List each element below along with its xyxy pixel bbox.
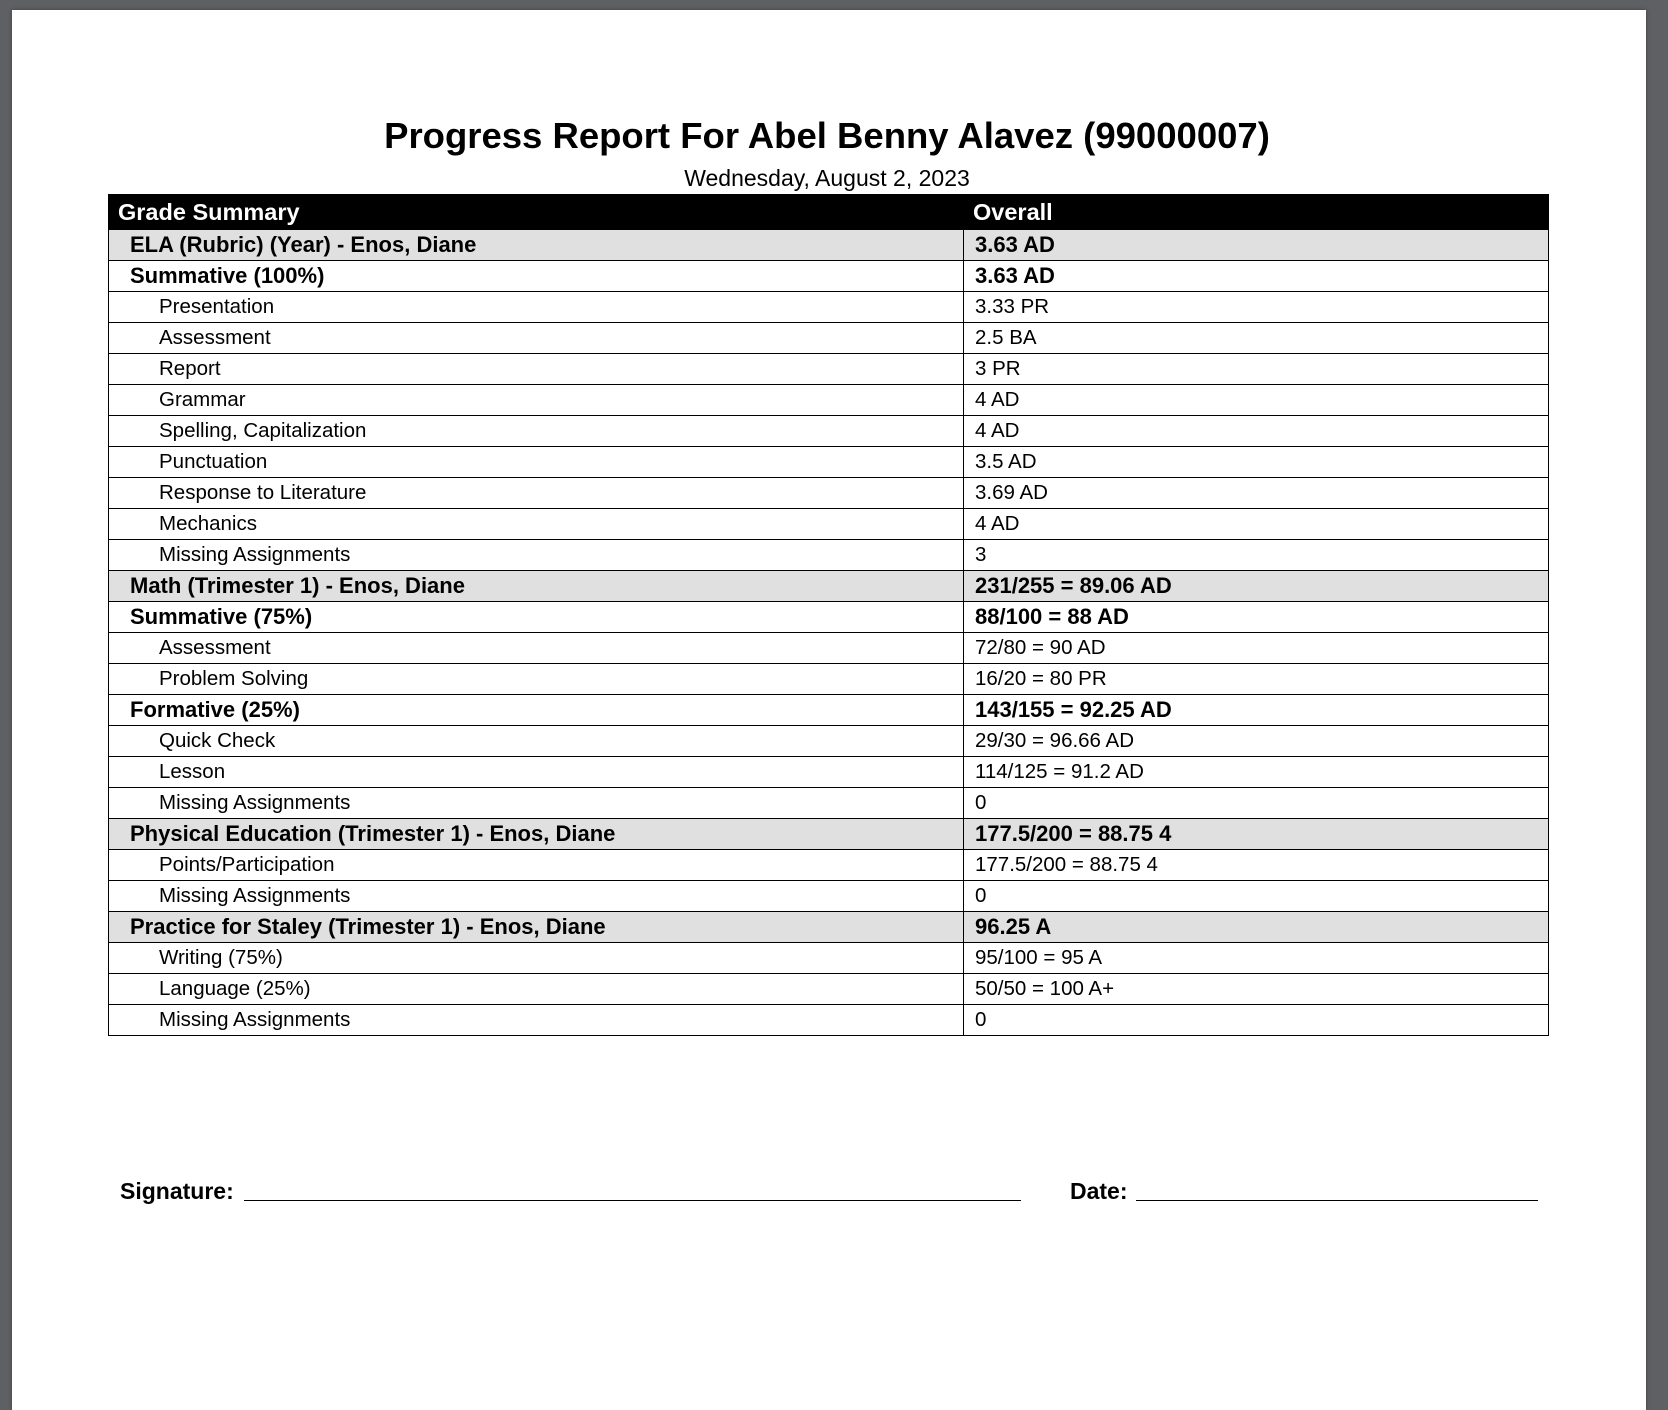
report-page [12,10,1646,1410]
course-row [109,571,1549,602]
report-date: Wednesday, August 2, 2023 [684,165,970,191]
row-label: Response to Literature [109,478,964,509]
course-row [109,819,1549,850]
row-value: 29/30 = 96.66 AD [964,726,1549,757]
row-label: Mechanics [109,509,964,540]
row-label: Problem Solving [109,664,964,695]
table-row [109,540,1549,571]
row-value: 3.5 AD [964,447,1549,478]
row-value: 4 AD [964,509,1549,540]
row-label: Missing Assignments [109,788,964,819]
row-value: 72/80 = 90 AD [964,633,1549,664]
row-value: 3.33 PR [964,292,1549,323]
row-label: Writing (75%) [109,943,964,974]
row-label: Lesson [109,757,964,788]
date-label: Date: [1070,1178,1128,1204]
row-value: 3 PR [964,354,1549,385]
row-value: 231/255 = 89.06 AD [964,571,1549,602]
row-value: 143/155 = 92.25 AD [964,695,1549,726]
page-title: Progress Report For Abel Benny Alavez (99000007) [384,115,1270,156]
table-row [109,788,1549,819]
row-value: 3.69 AD [964,478,1549,509]
row-value: 177.5/200 = 88.75 4 [964,819,1549,850]
row-value: 3.63 AD [964,261,1549,292]
row-label: Missing Assignments [109,881,964,912]
grade-rows [109,230,1549,1036]
table-row [109,1005,1549,1036]
row-label: Physical Education (Trimester 1) - Enos, Diane [109,819,964,850]
course-row [109,230,1549,261]
row-value: 114/125 = 91.2 AD [964,757,1549,788]
row-label: Points/Participation [109,850,964,881]
table-row [109,323,1549,354]
row-label: ELA (Rubric) (Year) - Enos, Diane [109,230,964,261]
row-value: 0 [964,881,1549,912]
category-row [109,261,1549,292]
row-label: Grammar [109,385,964,416]
table-row [109,633,1549,664]
column-header-overall: Overall [964,195,1549,230]
row-label: Math (Trimester 1) - Enos, Diane [109,571,964,602]
row-value: 96.25 A [964,912,1549,943]
row-value: 3.63 AD [964,230,1549,261]
row-label: Punctuation [109,447,964,478]
row-label: Spelling, Capitalization [109,416,964,447]
row-value: 177.5/200 = 88.75 4 [964,850,1549,881]
row-label: Language (25%) [109,974,964,1005]
row-value: 2.5 BA [964,323,1549,354]
signature-line [244,1200,1021,1201]
table-row [109,726,1549,757]
row-label: Assessment [109,323,964,354]
row-label: Formative (25%) [109,695,964,726]
course-row [109,912,1549,943]
row-label: Summative (75%) [109,602,964,633]
grade-summary-table [108,194,1549,1036]
row-label: Presentation [109,292,964,323]
row-value: 95/100 = 95 A [964,943,1549,974]
row-value: 3 [964,540,1549,571]
category-row [109,695,1549,726]
row-label: Report [109,354,964,385]
row-label: Assessment [109,633,964,664]
table-row [109,478,1549,509]
row-value: 16/20 = 80 PR [964,664,1549,695]
category-row [109,602,1549,633]
table-row [109,881,1549,912]
row-value: 0 [964,1005,1549,1036]
table-header-row [109,195,1549,230]
row-value: 4 AD [964,416,1549,447]
row-value: 0 [964,788,1549,819]
table-row [109,509,1549,540]
table-row [109,354,1549,385]
table-row [109,447,1549,478]
table-row [109,943,1549,974]
date-line [1136,1200,1538,1201]
table-row [109,757,1549,788]
column-header-grade-summary: Grade Summary [109,195,964,230]
row-label: Quick Check [109,726,964,757]
signature-label: Signature: [120,1178,234,1204]
row-value: 4 AD [964,385,1549,416]
table-row [109,416,1549,447]
row-label: Summative (100%) [109,261,964,292]
table-row [109,850,1549,881]
row-value: 50/50 = 100 A+ [964,974,1549,1005]
table-row [109,974,1549,1005]
table-row [109,292,1549,323]
row-value: 88/100 = 88 AD [964,602,1549,633]
table-row [109,664,1549,695]
row-label: Missing Assignments [109,540,964,571]
row-label: Missing Assignments [109,1005,964,1036]
row-label: Practice for Staley (Trimester 1) - Enos, Diane [109,912,964,943]
table-row [109,385,1549,416]
